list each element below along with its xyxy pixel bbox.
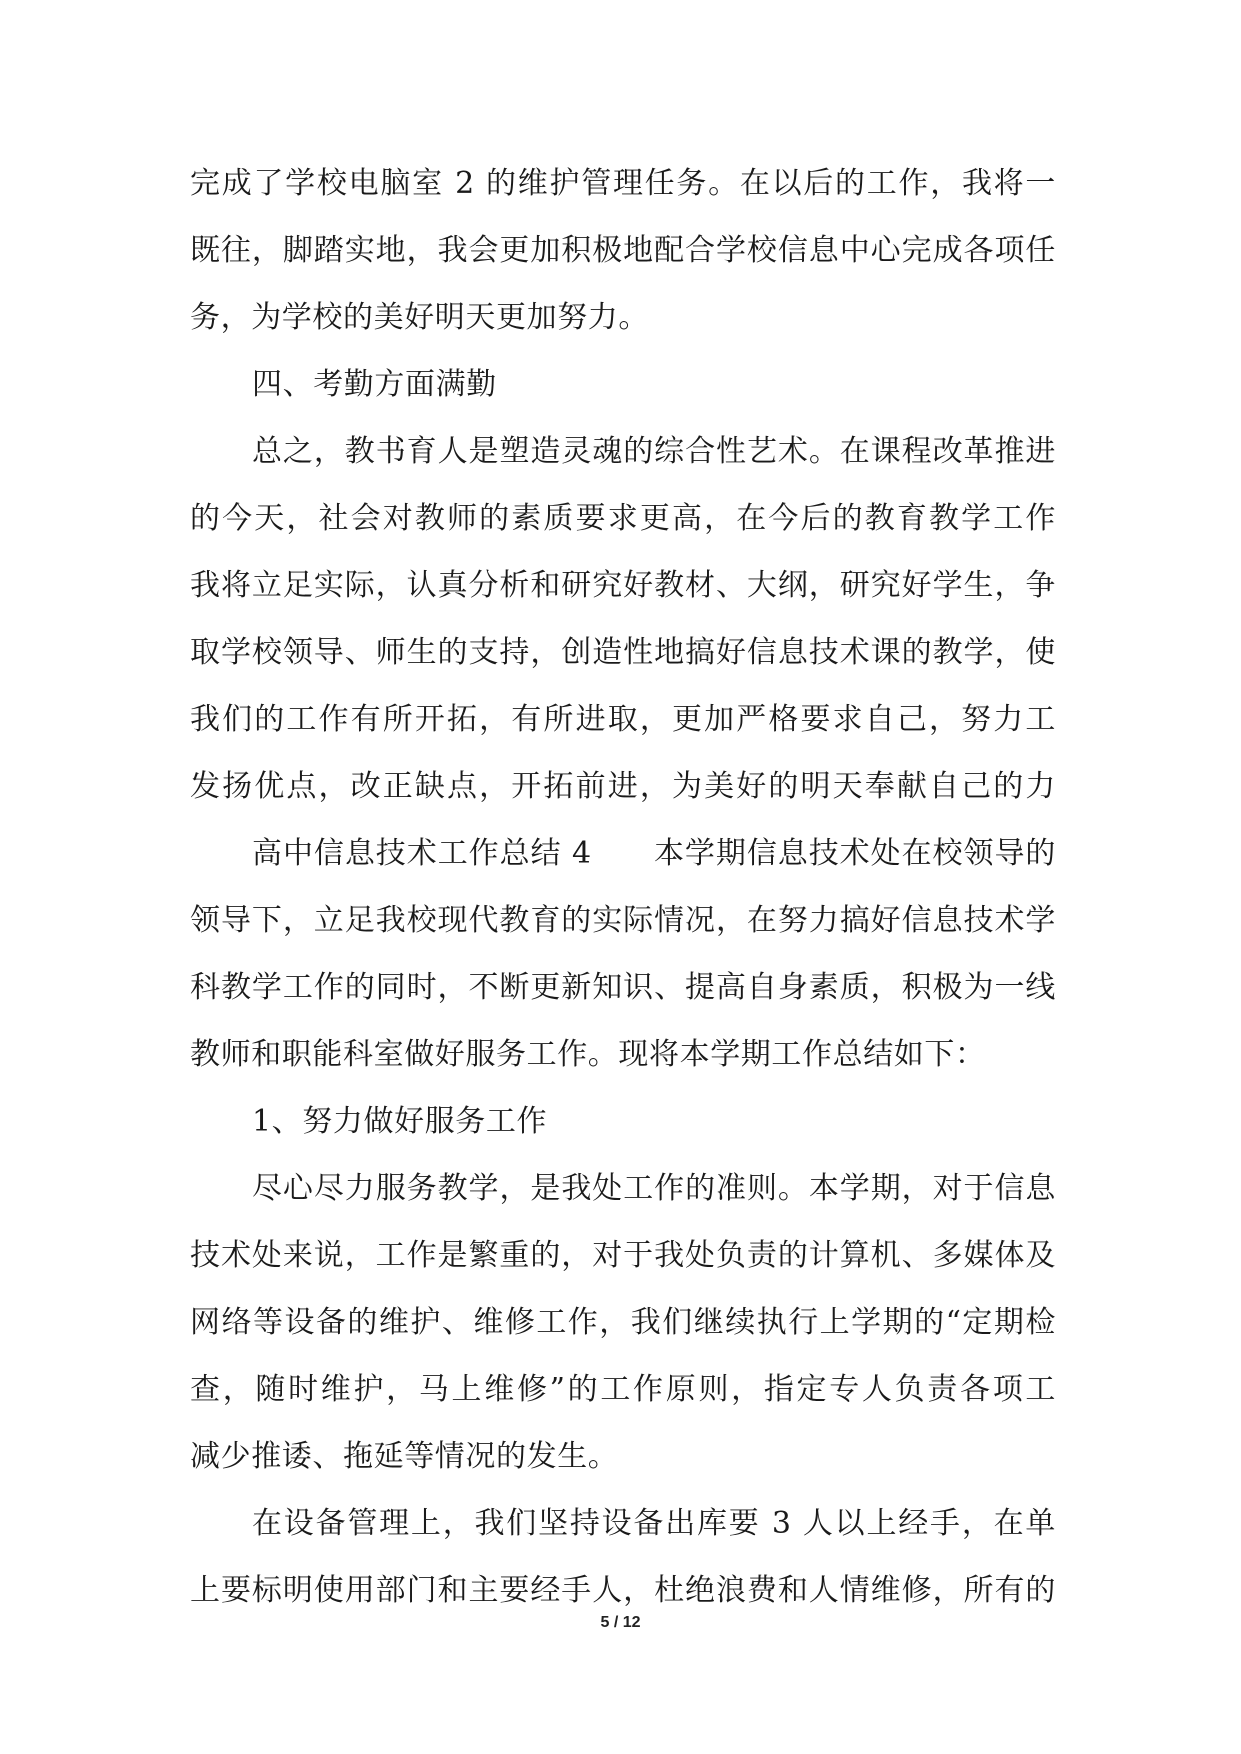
section-heading: 1、努力做好服务工作 (252, 1104, 548, 1139)
text-line: 发扬优点，改正缺点，开拓前进，为美好的明天奉献自己的力 (190, 769, 1056, 804)
text-line: 取学校领导、师生的支持，创造性地搞好信息技术课的教学，使 (190, 635, 1056, 670)
page-number: 5 / 12 (600, 1614, 641, 1631)
text-line: 在设备管理上，我们坚持设备出库要 3 人以上经手，在单 (252, 1506, 1056, 1541)
text-line: 完成了学校电脑室 2 的维护管理任务。在以后的工作，我将一 (190, 166, 1056, 201)
text-line: 科教学工作的同时，不断更新知识、提高自身素质，积极为一线 (190, 970, 1056, 1005)
text-line: 教师和职能科室做好服务工作。现将本学期工作总结如下： (190, 1037, 986, 1072)
text-line: 技术处来说，工作是繁重的，对于我处负责的计算机、多媒体及 (190, 1238, 1056, 1273)
text-line: 减少推诿、拖延等情况的发生。 (190, 1439, 619, 1474)
text-line: 尽心尽力服务教学，是我处工作的准则。本学期，对于信息 (252, 1171, 1056, 1206)
text-line: 我们的工作有所开拓，有所进取，更加严格要求自己，努力工 (190, 702, 1056, 737)
document-body (190, 150, 1056, 1624)
section-heading: 四、考勤方面满勤 (252, 367, 497, 402)
text-line: 务，为学校的美好明天更加努力。 (190, 300, 649, 335)
text-line: 网络等设备的维护、维修工作，我们继续执行上学期的“定期检 (190, 1305, 1056, 1340)
text-line: 我将立足实际，认真分析和研究好教材、大纲，研究好学生，争 (190, 568, 1056, 603)
text-line: 领导下，立足我校现代教育的实际情况，在努力搞好信息技术学 (190, 903, 1056, 938)
text-line: 查，随时维护，马上维修”的工作原则，指定专人负责各项工 (190, 1372, 1056, 1407)
text-line: 既往，脚踏实地，我会更加积极地配合学校信息中心完成各项任 (190, 233, 1056, 268)
text-line: 的今天，社会对教师的素质要求更高，在今后的教育教学工作 (190, 501, 1056, 536)
section-title-line: 高中信息技术工作总结 4 本学期信息技术处在校领导的 (252, 836, 1056, 871)
text-line: 上要标明使用部门和主要经手人，杜绝浪费和人情维修，所有的 (190, 1573, 1056, 1608)
text-line: 总之，教书育人是塑造灵魂的综合性艺术。在课程改革推进 (252, 434, 1056, 469)
